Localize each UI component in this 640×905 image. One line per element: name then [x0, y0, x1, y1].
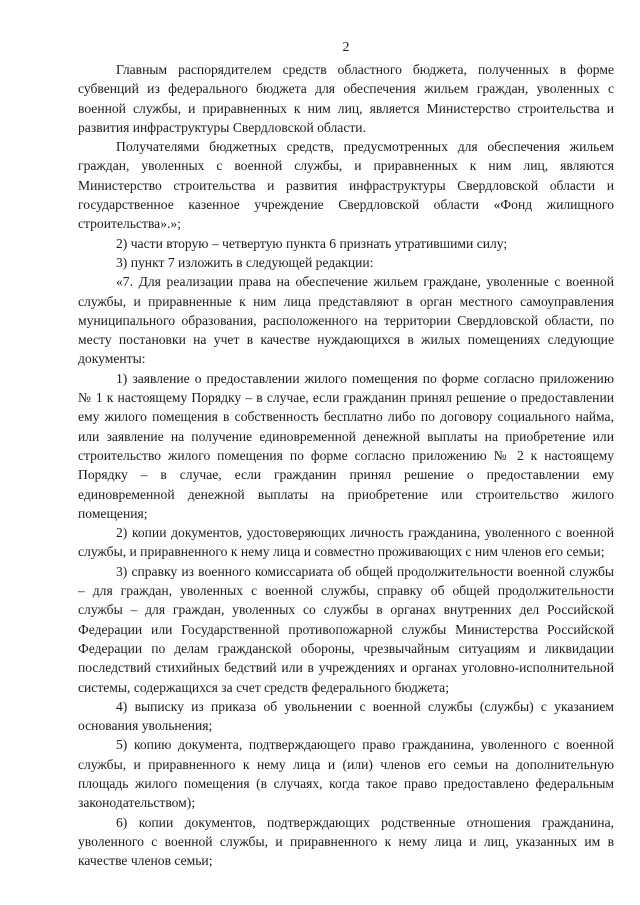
- list-item-2-identity-copies: 2) копии документов, удостоверяющих личность гражданина, уволенного с военной службы, и приравненного к нему лица и совместно проживающих с ним членов его семьи;: [78, 525, 614, 560]
- list-item-3-service-certificate: 3) справку из военного комиссариата об общей продолжительности военной службы – для граждан, уволенных с военной службы, справку об общей продолжительности службы – для граждан, уволенных со службы в органах внутренних дел Российской Федерации или Государственной противопожарной службы Министерства Российской Федерации по делам гражданской обороны, чрезвычайным ситуациям и ликвидации последствий стихийных бедствий или в учреждениях и органах уголовно-исполнительной системы, содержащихся за счет средств федерального бюджета;: [78, 563, 614, 695]
- paragraph-main-administrator: Главным распорядителем средств областного бюджета, полученных в форме субвенций из федерального бюджета для обеспечения жильем граждан, уволенных с военной службы, и приравненных к ним лиц, является Министерство строительства и развития инфраструктуры Свердловской области.: [78, 62, 614, 135]
- page-number: 2: [342, 40, 350, 55]
- paragraph-item-2: 2) части вторую – четвертую пункта 6 признать утратившими силу;: [116, 235, 508, 251]
- list-item-1-application: 1) заявление о предоставлении жилого помещения по форме согласно приложению № 1 к настоящему Порядку – в случае, если гражданин принял решение о предоставлении ему жилого помещения в собственность бесплатно либо по договору социального найма, или заявление на получение единовременной денежной выплаты на приобретение или строительство жилого помещения по форме согласно приложению № 2 к настоящему Порядку – в случае, если гражданин принял решение о предоставлении ему единовременной денежной выплаты на приобретение или строительство жилого помещения;: [78, 370, 614, 521]
- list-item-5-additional-area: 5) копию документа, подтверждающего право гражданина, уволенного с военной службы, и приравненного к нему лица и (или) членов его семьи на дополнительную площадь жилого помещения (в случаях, когда такое право предоставлено федеральным законодательством);: [78, 737, 614, 811]
- document-page: [78, 38, 614, 870]
- paragraph-item-3: 3) пункт 7 изложить в следующей редакции:: [116, 254, 374, 270]
- paragraph-clause-7: «7. Для реализации права на обеспечение жильем граждане, уволенные с военной службы, и приравненные к ним лица представляют в орган местного самоуправления муниципального образования, расположенного на территории Свердловской области, по месту постановки на учет в качестве нуждающихся в жилых помещениях следующие документы:: [78, 274, 614, 367]
- list-item-6-kinship-documents: 6) копии документов, подтверждающих родственные отношения гражданина, уволенного с военной службы, и приравненного к нему лица и лиц, указанных им в качестве членов семьи;: [78, 814, 614, 869]
- paragraph-recipients: Получателями бюджетных средств, предусмотренных для обеспечения жильем граждан, уволенных с военной службы, и приравненных к ним лиц, являются Министерство строительства и развития инфраструктуры Свердловской области и государственное казенное учреждение Свердловской области «Фонд жилищного строительства».»;: [78, 139, 614, 232]
- list-item-4-dismissal-extract: 4) выписку из приказа об увольнении с военной службы (службы) с указанием основания увольнения;: [78, 698, 614, 734]
